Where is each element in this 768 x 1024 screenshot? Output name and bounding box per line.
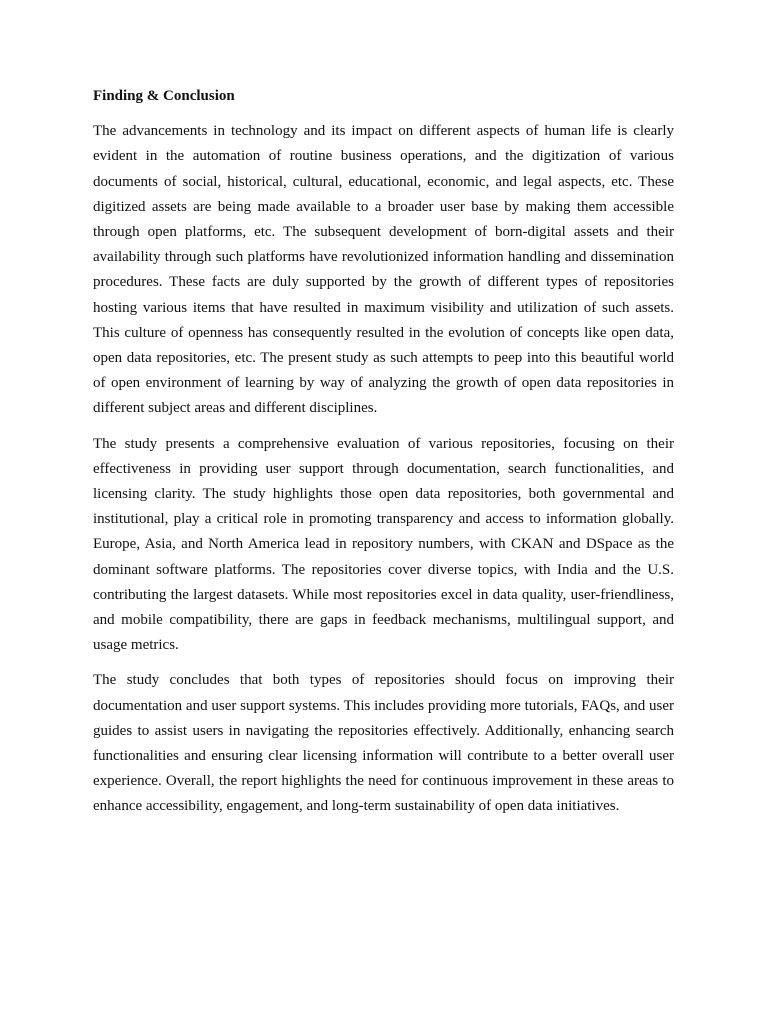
paragraph-2: The study presents a comprehensive evaluation of various repositories, focusing on their effectiveness in providing user support through documentation, search functionalities, and licensing clarity. The study highlights those open data repositories, both governmental and institutional, play a critical role in promoting transparency and access to information globally. Europe, Asia, and North America lead in repository numbers, with CKAN and DSpace as the dominant software platforms. The repositories cover diverse topics, with India and the U.S. contributing the largest datasets. While most repositories excel in data quality, user-friendliness, and mobile compatibility, there are gaps in feedback mechanisms, multilingual support, and usage metrics.	[93, 435, 674, 654]
document-body	[93, 84, 674, 830]
paragraph-1: The advancements in technology and its impact on different aspects of human life is clearly evident in the automation of routine business operations, and the digitization of various documents of social, historical, cultural, educational, economic, and legal aspects, etc. These digitized assets are being made available to a broader user base by making them accessible through open platforms, etc. The subsequent development of born-digital assets and their availability through such platforms have revolutionized information handling and dissemination procedures. These facts are duly supported by the growth of different types of repositories hosting various items that have resulted in maximum visibility and utilization of such assets. This culture of openness has consequently resulted in the evolution of concepts like open data, open data repositories, etc. The present study as such attempts to peep into this beautiful world of open environment of learning by way of analyzing the growth of open data repositories in different subject areas and different disciplines.	[93, 123, 674, 417]
paragraph-3: The study concludes that both types of repositories should focus on improving their documentation and user support systems. This includes providing more tutorials, FAQs, and user guides to assist users in navigating the repositories effectively. Additionally, enhancing search functionalities and ensuring clear licensing information will contribute to a better overall user experience. Overall, the report highlights the need for continuous improvement in these areas to enhance accessibility, engagement, and long-term sustainability of open data initiatives.	[93, 672, 674, 815]
section-heading: Finding & Conclusion	[93, 88, 235, 104]
